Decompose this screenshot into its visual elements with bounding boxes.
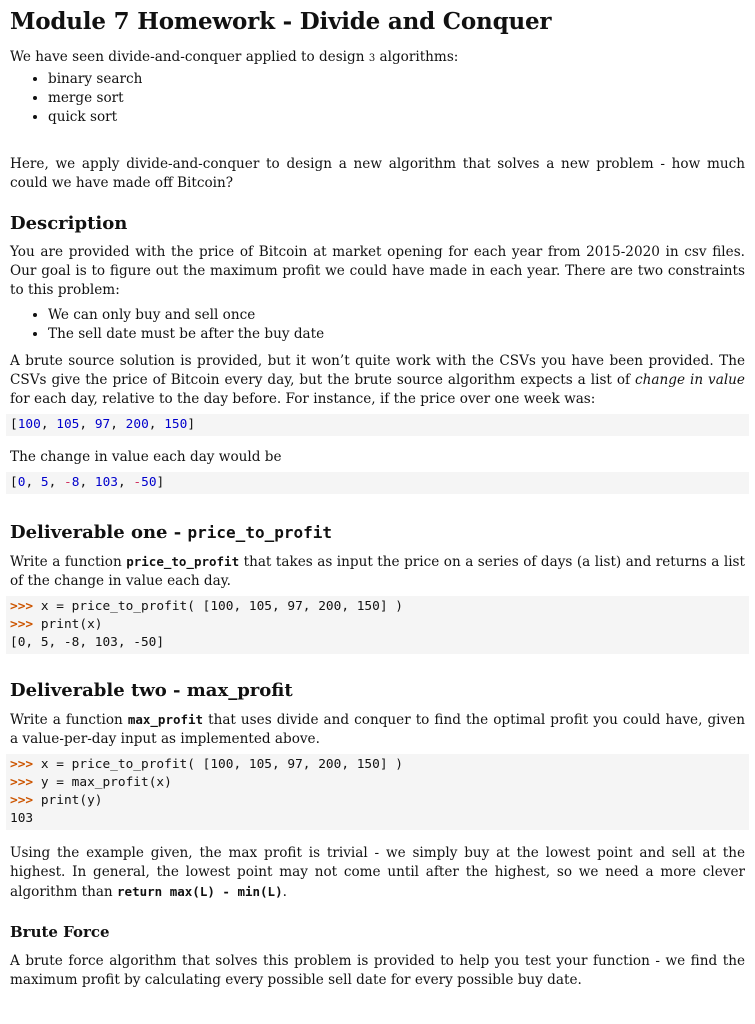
- prices-code-block: [100, 105, 97, 200, 150]: [6, 414, 749, 436]
- deliverable-one-code-block: >>> x = price_to_profit( [100, 105, 97, 200, 150] ) >>> print(x) [0, 5, -8, 103, -50]: [6, 596, 749, 654]
- change-paragraph: The change in value each day would be: [10, 449, 282, 465]
- list-item: • The sell date must be after the buy date: [48, 325, 745, 344]
- brute-force-paragraph: A brute force algorithm that solves this problem is provided to help you test your function - we find the maximum profit by calculating every possible sell date for every possible buy date.: [10, 953, 745, 988]
- list-item: • merge sort: [48, 89, 745, 108]
- trivial-paragraph: Using the example given, the max profit is trivial - we simply buy at the lowest point and sell at the highest. In general, the lowest point may not come until after the highest, so we need a more clever algorithm than return max(L) - min(L).: [10, 845, 745, 900]
- deliverable-two-heading: Deliverable two - max_profit: [10, 680, 293, 701]
- deliverable-one-paragraph: Write a function price_to_profit that takes as input the price on a series of days (a list) and returns a list of the change in value each day.: [10, 554, 745, 589]
- deliverable-two-paragraph: Write a function max_profit that uses divide and conquer to find the optimal profit you could have, given a value-per-day input as implemented above.: [10, 712, 745, 747]
- intro-paragraph: [10, 48, 745, 68]
- constraints-list: [10, 306, 745, 344]
- intro-text-end: algorithms:: [379, 49, 459, 65]
- description-heading: Description: [10, 213, 128, 234]
- description-paragraph: You are provided with the price of Bitcoin at market opening for each year from 2015-2020 in csv files. Our goal is to figure out the maximum profit we could have made in each year. There are two constraints to this problem:: [10, 244, 745, 298]
- page-title: Module 7 Homework - Divide and Conquer: [10, 8, 552, 35]
- deliverable-one-heading: Deliverable one - price_to_profit: [10, 522, 333, 543]
- lead-paragraph: Here, we apply divide-and-conquer to design a new algorithm that solves a new problem - how much could we have made off Bitcoin?: [10, 156, 745, 191]
- intro-text: We have seen divide-and-conquer applied to design: [10, 49, 365, 65]
- brute-source-paragraph: A brute source solution is provided, but it won’t quite work with the CSVs you have been provided. The CSVs give the price of Bitcoin every day, but the brute source algorithm expects a list of change in value for each day, relative to the day before. For instance, if the price over one week was:: [10, 353, 745, 407]
- deliverable-two-code-block: >>> x = price_to_profit( [100, 105, 97, 200, 150] ) >>> y = max_profit(x) >>> print(y) 103: [6, 754, 749, 830]
- list-item: • We can only buy and sell once: [48, 306, 745, 325]
- algorithm-list: [10, 70, 745, 127]
- algorithm-count: 3: [368, 53, 376, 64]
- list-item: • quick sort: [48, 108, 745, 127]
- emphasis: change in value: [635, 372, 745, 388]
- brute-force-heading: Brute Force: [10, 923, 110, 941]
- list-item: • binary search: [48, 70, 745, 89]
- changes-code-block: [0, 5, -8, 103, -50]: [6, 472, 749, 494]
